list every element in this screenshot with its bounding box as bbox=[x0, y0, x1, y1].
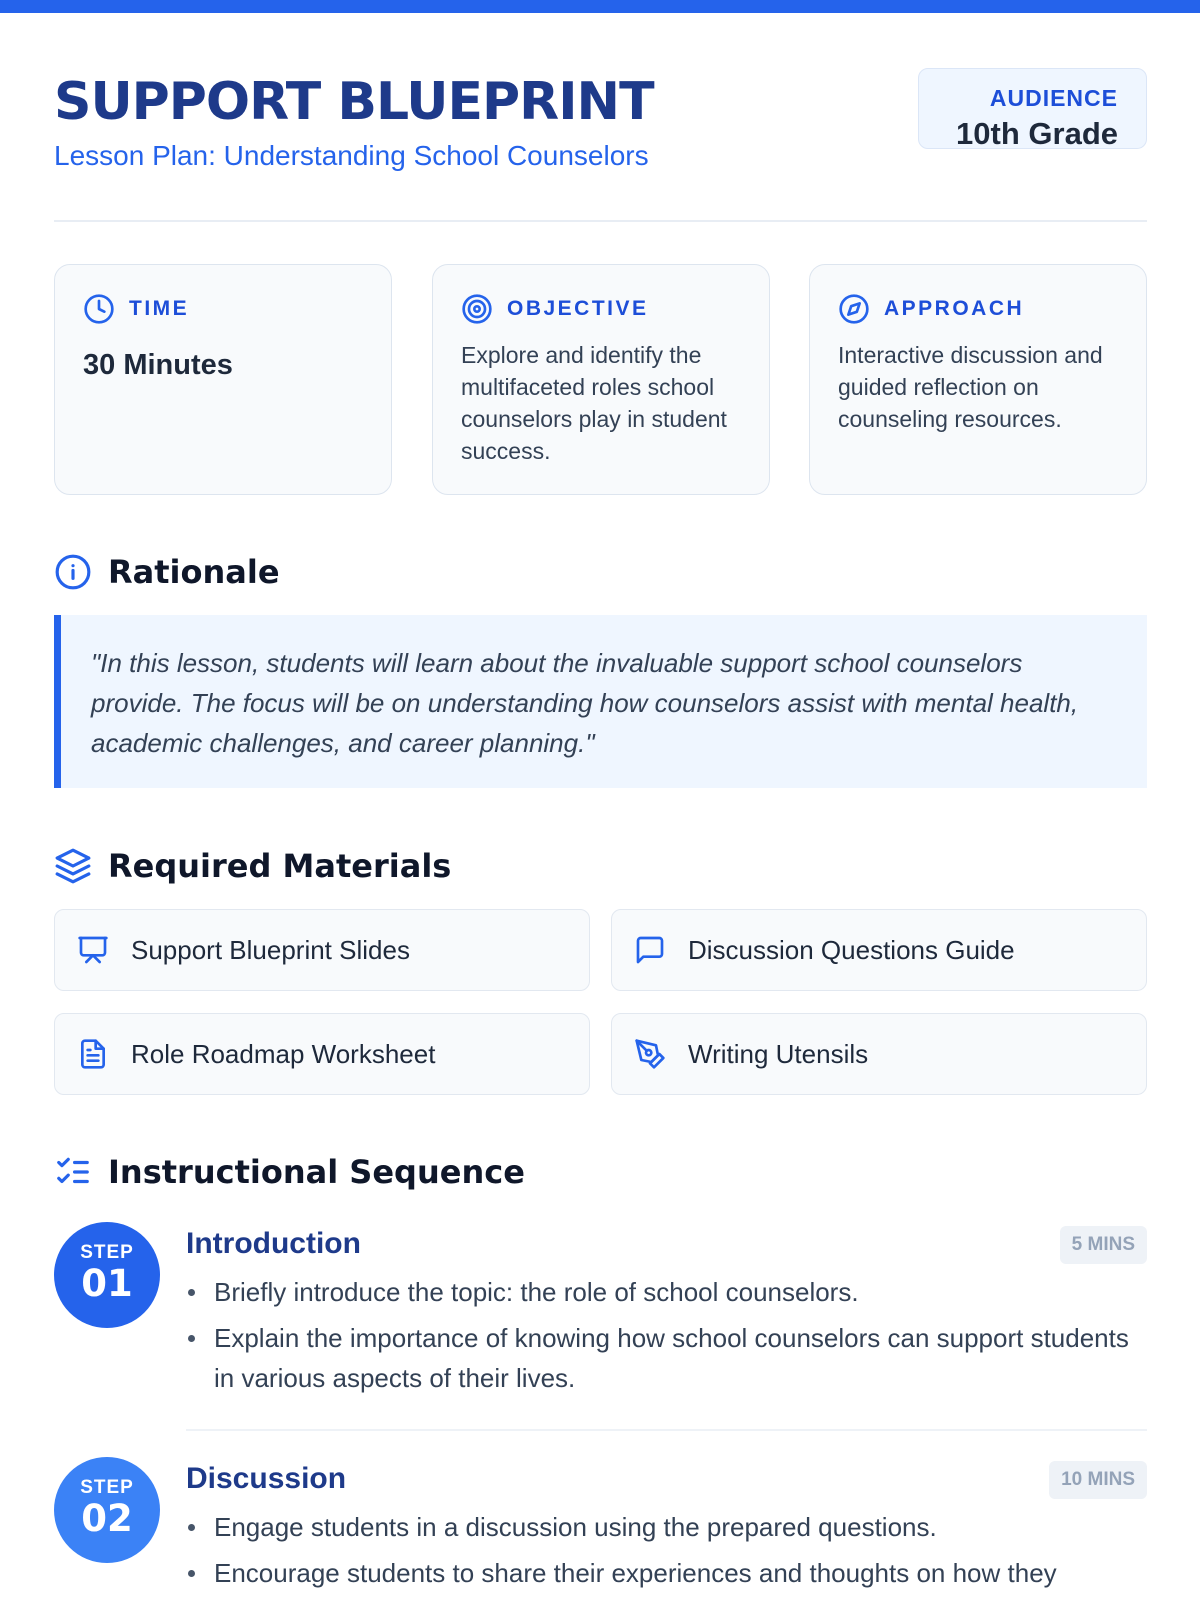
step-title: Introduction bbox=[186, 1227, 361, 1260]
approach-card bbox=[809, 264, 1147, 495]
objective-text: Explore and identify the multifaceted roles school counselors play in student success. bbox=[461, 342, 727, 464]
material-label: Writing Utensils bbox=[688, 1038, 869, 1069]
materials-title: Required Materials bbox=[108, 847, 452, 885]
layers-icon bbox=[54, 847, 92, 885]
pen-tool-icon bbox=[634, 1038, 666, 1070]
approach-label: APPROACH bbox=[884, 297, 1025, 320]
materials-heading bbox=[54, 847, 451, 885]
clock-icon bbox=[83, 293, 115, 325]
material-item bbox=[611, 909, 1147, 991]
step-title: Discussion bbox=[186, 1462, 347, 1495]
sequence-heading bbox=[54, 1153, 525, 1191]
step-word: STEP bbox=[80, 1477, 134, 1498]
time-card bbox=[54, 264, 392, 495]
step-divider bbox=[186, 1429, 1147, 1431]
list-item: Explain the importance of knowing how school counselors can support students in various aspects of their lives. bbox=[186, 1318, 1147, 1398]
audience-value: 10th Grade bbox=[956, 116, 1118, 151]
step-number: 01 bbox=[81, 1262, 133, 1305]
info-icon bbox=[54, 553, 92, 591]
duration-badge: 10 MINS bbox=[1049, 1461, 1147, 1499]
rationale-quote: "In this lesson, students will learn about the invaluable support school counselors provide. The focus will be on understanding how counselors assist with mental health, academic challenges, and career planning." bbox=[54, 615, 1147, 788]
page-title: SUPPORT BLUEPRINT bbox=[54, 72, 654, 132]
duration-badge: 5 MINS bbox=[1060, 1226, 1147, 1264]
approach-text: Interactive discussion and guided reflection on counseling resources. bbox=[838, 342, 1103, 432]
compass-icon bbox=[838, 293, 870, 325]
rationale-heading bbox=[54, 553, 280, 591]
list-item: Encourage students to share their experiences and thoughts on how they bbox=[186, 1553, 1147, 1593]
step-bullets bbox=[186, 1272, 1147, 1398]
sequence-title: Instructional Sequence bbox=[108, 1153, 525, 1191]
step-badge bbox=[54, 1457, 160, 1563]
page-subtitle: Lesson Plan: Understanding School Counselors bbox=[54, 140, 649, 171]
material-label: Support Blueprint Slides bbox=[131, 934, 410, 965]
step-number: 02 bbox=[81, 1497, 133, 1540]
step-bullets bbox=[186, 1507, 1147, 1593]
page-header bbox=[54, 62, 1147, 222]
target-icon bbox=[461, 293, 493, 325]
time-label: TIME bbox=[129, 297, 190, 320]
message-square-icon bbox=[634, 934, 666, 966]
audience-label: AUDIENCE bbox=[989, 85, 1118, 111]
objective-card bbox=[432, 264, 770, 495]
material-item bbox=[54, 1013, 590, 1095]
list-item: Briefly introduce the topic: the role of school counselors. bbox=[186, 1272, 1147, 1312]
step-word: STEP bbox=[80, 1242, 134, 1263]
list-checks-icon bbox=[54, 1153, 92, 1191]
objective-label: OBJECTIVE bbox=[507, 297, 649, 320]
audience-badge bbox=[918, 68, 1147, 149]
top-accent-bar bbox=[0, 0, 1200, 13]
material-label: Role Roadmap Worksheet bbox=[131, 1038, 436, 1069]
material-label: Discussion Questions Guide bbox=[688, 934, 1015, 965]
list-item: Engage students in a discussion using the prepared questions. bbox=[186, 1507, 1147, 1547]
presentation-icon bbox=[77, 934, 109, 966]
material-item bbox=[54, 909, 590, 991]
time-value: 30 Minutes bbox=[83, 349, 233, 381]
file-text-icon bbox=[77, 1038, 109, 1070]
step-badge bbox=[54, 1222, 160, 1328]
rationale-title: Rationale bbox=[108, 553, 280, 591]
material-item bbox=[611, 1013, 1147, 1095]
